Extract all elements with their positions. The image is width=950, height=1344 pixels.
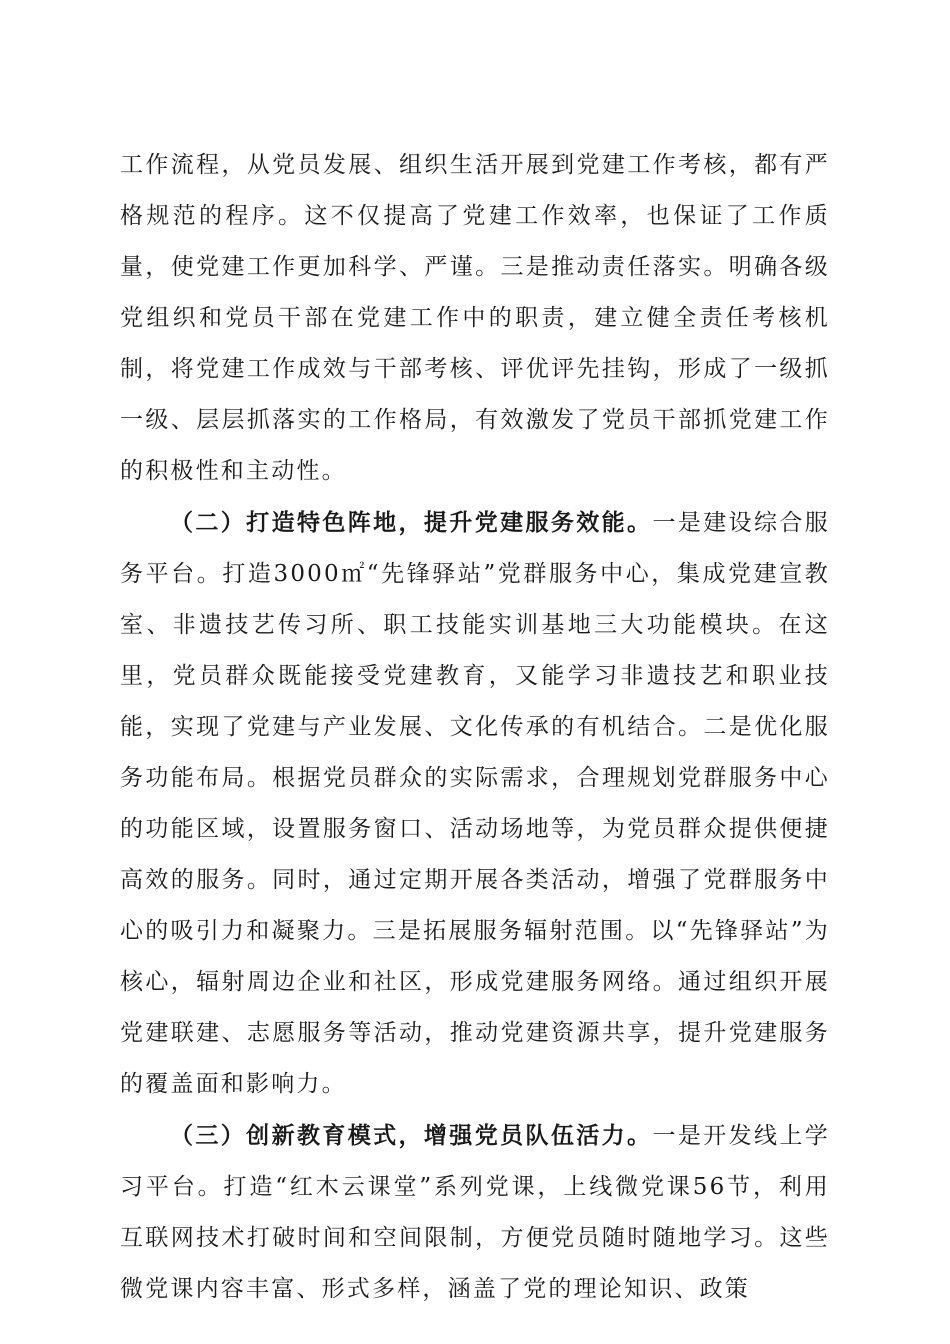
- paragraph-continued: [120, 140, 830, 497]
- paragraph-text: 一是开发线上学习平台。打造“红木云课堂”系列党课，上线微党课56节，利用互联网技术打破时间和空间限制，方便党员随时随地学习。这些微党课内容丰富、形式多样，涵盖了党的理论知识、政策: [120, 1123, 830, 1302]
- section-heading: （三）创新教育模式，增强党员队伍活力。: [170, 1122, 653, 1149]
- paragraph-text: 一是建设综合服务平台。打造3000㎡“先锋驿站”党群服务中心，集成党建宣教室、非遗技艺传习所、职工技能实训基地三大功能模块。在这里，党员群众既能接受党建教育，又能学习非遗技艺和职业技能，实现了党建与产业发展、文化传承的有机结合。二是优化服务功能布局。根据党员群众的实际需求，合理规划党群服务中心的功能区域，设置服务窗口、活动场地等，为党员群众提供便捷高效的服务。同时，通过定期开展各类活动，增强了党群服务中心的吸引力和凝聚力。三是拓展服务辐射范围。以“先锋驿站”为核心，辐射周边企业和社区，形成党建服务网络。通过组织开展党建联建、志愿服务等活动，推动党建资源共享，提升党建服务的覆盖面和影响力。: [120, 510, 830, 1097]
- paragraph-section-2: [120, 497, 830, 1110]
- paragraph-section-3: [120, 1110, 830, 1315]
- document-body: [120, 140, 830, 1315]
- paragraph-text: 工作流程，从党员发展、组织生活开展到党建工作考核，都有严格规范的程序。这不仅提高了党建工作效率，也保证了工作质量，使党建工作更加科学、严谨。三是推动责任落实。明确各级党组织和党员干部在党建工作中的职责，建立健全责任考核机制，将党建工作成效与干部考核、评优评先挂钩，形成了一级抓一级、层层抓落实的工作格局，有效激发了党员干部抓党建工作的积极性和主动性。: [120, 152, 830, 484]
- section-heading: （二）打造特色阵地，提升党建服务效能。: [170, 509, 653, 536]
